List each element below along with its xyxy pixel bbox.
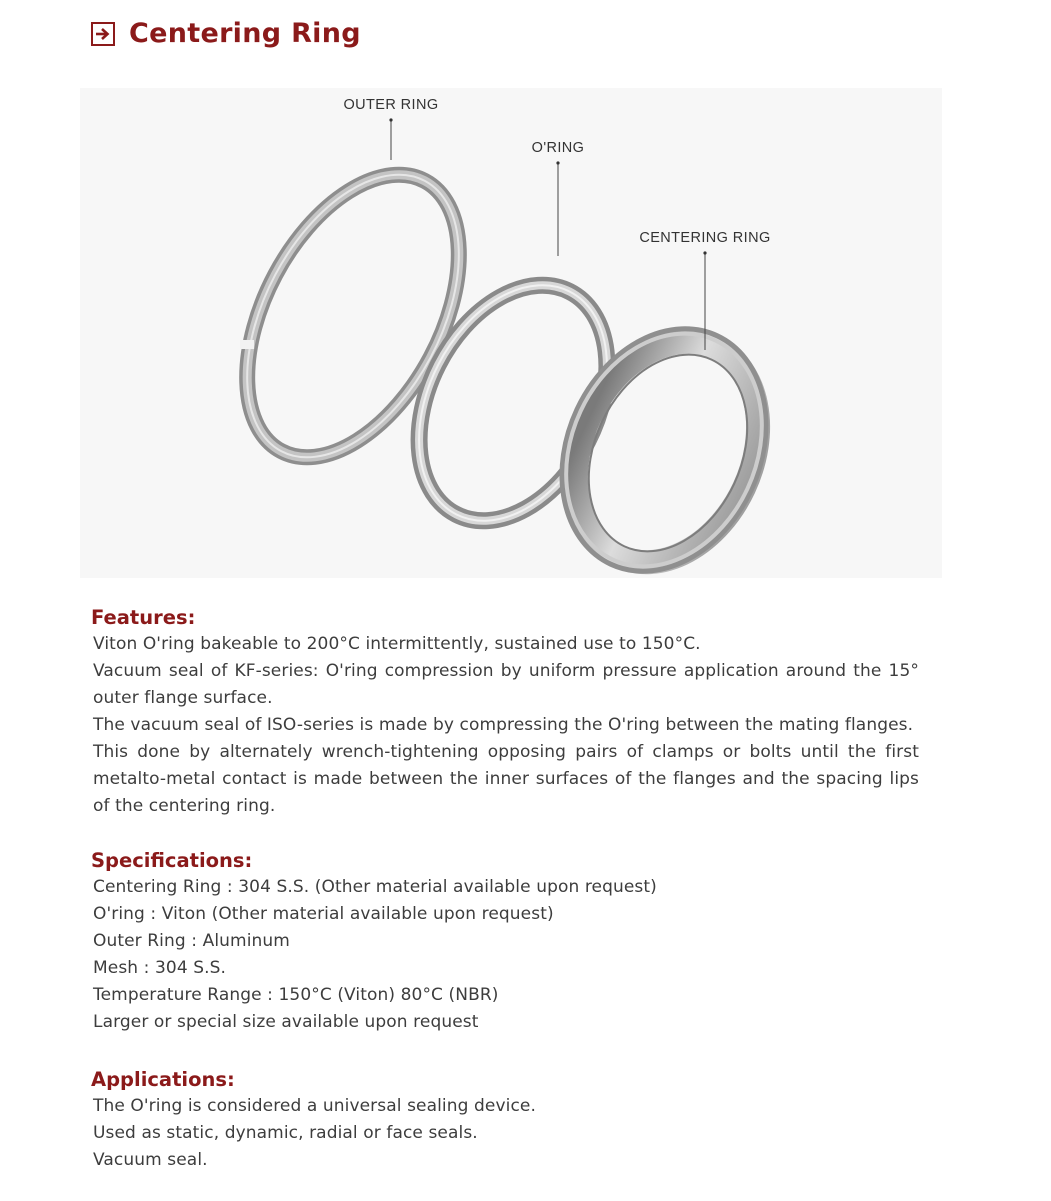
features-section bbox=[91, 606, 919, 820]
applications-heading: Applications: bbox=[91, 1068, 235, 1091]
features-line: The vacuum seal of ISO-series is made by compressing the O'ring between the mating flanges. bbox=[93, 715, 914, 735]
o-ring-label: O'RING bbox=[531, 140, 585, 156]
features-line: This done by alternately wrench-tightening opposing pairs of clamps or bolts until the first metalto-metal contact is made between the inner surfaces of the flanges and the spacing lips of the centering ring. bbox=[93, 742, 919, 816]
specifications-heading: Specifications: bbox=[91, 849, 253, 872]
centering-ring-label: CENTERING RING bbox=[639, 230, 771, 246]
features-line: Vacuum seal of KF-series: O'ring compression by uniform pressure application around the 15° outer flange surface. bbox=[93, 661, 919, 708]
application-line: The O'ring is considered a universal sealing device. bbox=[93, 1096, 536, 1116]
application-line: Vacuum seal. bbox=[93, 1150, 208, 1170]
specification-line: O'ring : Viton (Other material available upon request) bbox=[93, 904, 554, 924]
exploded-ring-diagram bbox=[80, 88, 942, 578]
specification-line: Centering Ring : 304 S.S. (Other material available upon request) bbox=[93, 877, 657, 897]
specification-line: Larger or special size available upon request bbox=[93, 1012, 479, 1032]
applications-section bbox=[91, 1068, 919, 1174]
specification-line: Mesh : 304 S.S. bbox=[93, 958, 227, 978]
application-line: Used as static, dynamic, radial or face seals. bbox=[93, 1123, 478, 1143]
features-line: Viton O'ring bakeable to 200°C intermittently, sustained use to 150°C. bbox=[93, 634, 701, 654]
outer-ring-label: OUTER RING bbox=[343, 97, 439, 113]
page-header bbox=[91, 18, 361, 49]
arrow-right-box-icon bbox=[91, 22, 115, 46]
specification-line: Outer Ring : Aluminum bbox=[93, 931, 290, 951]
features-heading: Features: bbox=[91, 606, 196, 629]
specifications-section bbox=[91, 849, 919, 1036]
page-title: Centering Ring bbox=[129, 18, 361, 49]
specification-line: Temperature Range : 150°C (Viton) 80°C (NBR) bbox=[93, 985, 499, 1005]
